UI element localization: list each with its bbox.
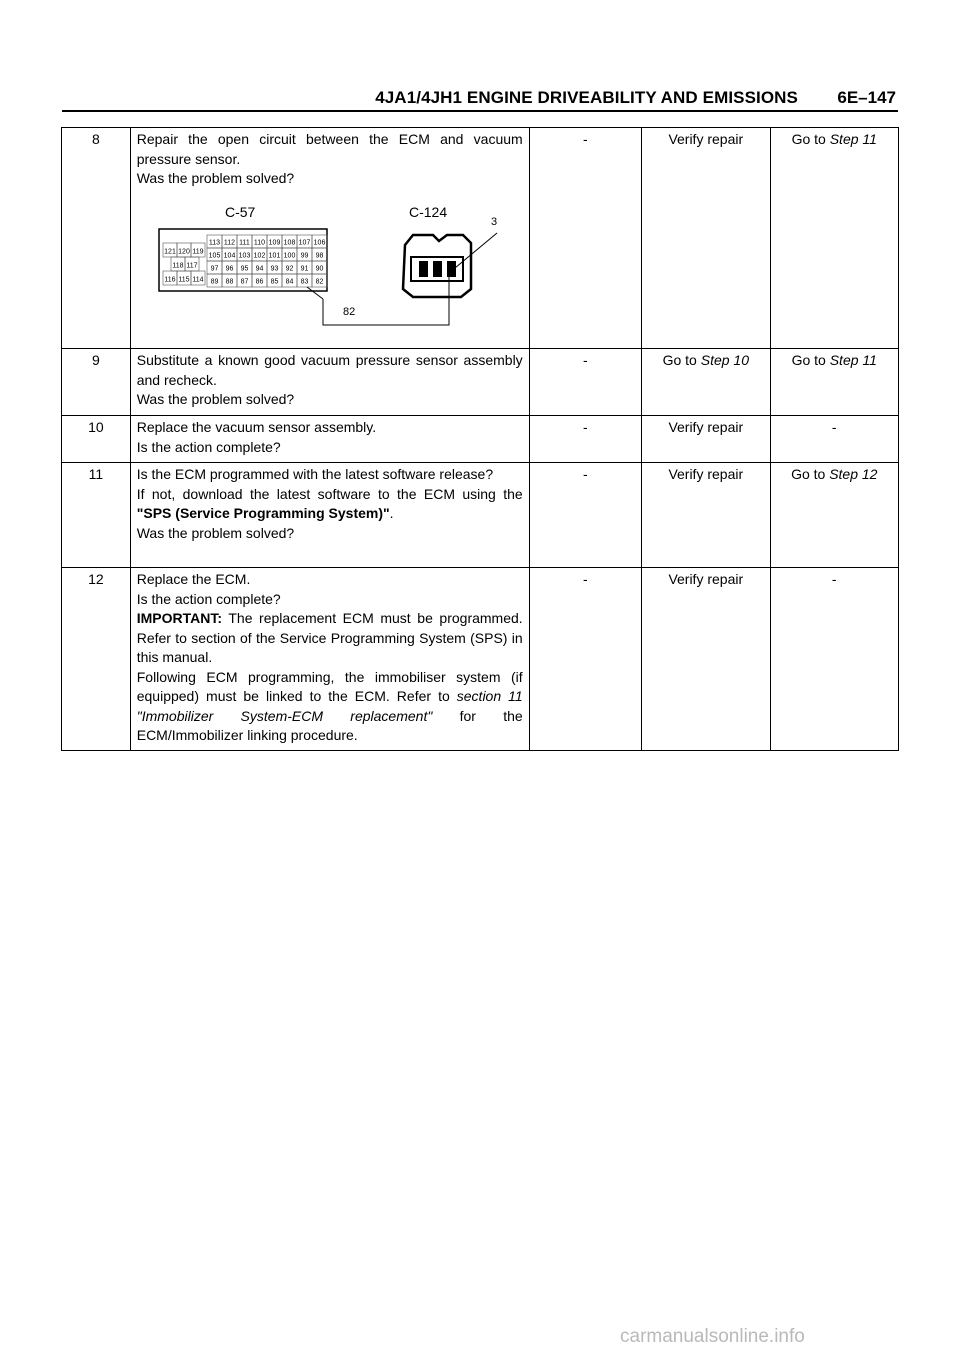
step-number: 12 (62, 568, 131, 751)
action-line: Replace the ECM. (136, 571, 251, 587)
action-line: Substitute a known good vacuum pressure sensor assembly and recheck. (136, 352, 523, 388)
pin-label: 110 (253, 239, 265, 246)
pin-label: 82 (315, 278, 324, 285)
pin-label: 102 (253, 252, 266, 259)
action-line: Replace the vacuum sensor assembly. (136, 419, 377, 435)
pin-label: 106 (313, 239, 326, 246)
pin-label: 104 (223, 252, 236, 259)
pin-label: 113 (208, 239, 220, 246)
pin-label: 103 (238, 252, 251, 259)
ecm-pin-grid-left (163, 243, 205, 285)
diagram-pin-3: 3 (490, 215, 497, 228)
pin-label: 116 (164, 276, 176, 283)
step-action (130, 463, 529, 568)
action-text: . (389, 505, 394, 521)
pin-label: 120 (177, 248, 190, 255)
table-row-step-8 (62, 128, 899, 349)
table-row-step-10 (62, 416, 899, 463)
diagram-label-c124: C-124 (408, 203, 447, 220)
sps-reference: "SPS (Service Programming System)" (136, 505, 390, 521)
diagram-label-c57: C-57 (224, 203, 256, 220)
action-line (137, 485, 523, 524)
pin-label: 85 (270, 278, 279, 285)
step-no (770, 128, 898, 349)
pin-label: 90 (315, 265, 324, 272)
step-action (130, 416, 529, 463)
step-yes: Verify repair (642, 463, 770, 568)
pin-label: 114 (192, 276, 204, 283)
step-action (130, 128, 529, 349)
ecm-connector-c57 (159, 229, 327, 291)
action-line (137, 668, 523, 746)
ecm-pin-grid (207, 235, 327, 287)
important-note (137, 609, 523, 668)
step-number: 11 (62, 463, 131, 568)
step-action (130, 349, 529, 416)
page-header (62, 88, 898, 112)
step-value: - (529, 349, 641, 416)
goto-prefix: Go to (662, 352, 701, 368)
step-action (130, 568, 529, 751)
step-number: 8 (62, 128, 131, 349)
step-no: - (770, 568, 898, 751)
goto-step-link[interactable]: Step 10 (700, 352, 749, 368)
goto-step-link[interactable]: Step 12 (829, 466, 878, 482)
action-text: for the ECM/Immobilizer linking procedure. (136, 707, 523, 743)
pin-label: 99 (300, 252, 309, 259)
action-question: Was the problem solved? (136, 391, 295, 407)
pin-label: 107 (298, 239, 311, 246)
step-yes (642, 349, 770, 416)
pin-label: 105 (208, 252, 221, 259)
step-value: - (529, 416, 641, 463)
pin-label: 101 (268, 252, 281, 259)
table-row-step-11 (62, 463, 899, 568)
goto-prefix: Go to (791, 352, 830, 368)
diagram-pin-82: 82 (342, 305, 355, 318)
pin-label: 100 (283, 252, 296, 259)
step-yes: Verify repair (642, 568, 770, 751)
section-reference: section 11 "Immobilizer System-ECM replacement" (136, 688, 523, 724)
action-line: Repair the open circuit between the ECM and vacuum pressure sensor. (136, 131, 523, 167)
step-number: 10 (62, 416, 131, 463)
step-value: - (529, 568, 641, 751)
pin-label: 98 (315, 252, 324, 259)
pin-label: 92 (285, 265, 294, 272)
pin-label: 115 (178, 276, 190, 283)
action-question: Is the action complete? (136, 438, 281, 455)
action-question: Was the problem solved? (136, 170, 295, 186)
step-yes: Verify repair (642, 416, 770, 463)
sensor-connector-c124 (403, 233, 497, 297)
goto-step-link[interactable]: Step 11 (829, 131, 877, 147)
step-value: - (529, 463, 641, 568)
step-value: - (529, 128, 641, 349)
pin-label: 93 (270, 265, 279, 272)
pin-label: 108 (283, 239, 296, 246)
pin-label: 94 (255, 265, 264, 272)
pin-label: 83 (300, 278, 309, 285)
step-no: - (770, 416, 898, 463)
step-number: 9 (62, 349, 131, 416)
pin-label: 89 (210, 278, 219, 285)
pin-label: 121 (163, 248, 176, 255)
goto-prefix: Go to (791, 131, 830, 147)
pin-label: 97 (210, 265, 219, 272)
pin-label: 95 (240, 265, 249, 272)
pin-label: 86 (255, 278, 264, 285)
table-row-step-12 (62, 568, 899, 751)
action-question: Is the action complete? (136, 590, 281, 607)
table-row-step-9 (62, 349, 899, 416)
diagnostic-table (61, 127, 899, 751)
pin-label: 87 (240, 278, 249, 285)
action-line: Is the ECM programmed with the latest software release? (136, 466, 494, 482)
connector-diagram (137, 199, 517, 335)
step-no (770, 463, 898, 568)
pin-label: 96 (225, 265, 234, 272)
page-number: 6E–147 (837, 88, 896, 107)
pin-label: 117 (186, 262, 198, 269)
pin-label: 88 (225, 278, 234, 285)
watermark: carmanualsonline.info (620, 1326, 805, 1347)
important-text: The replacement ECM must be programmed. Refer to section of the Service Programming System (SPS) in this manual. (136, 610, 523, 665)
pin-label: 111 (238, 239, 250, 246)
pin-label: 109 (268, 239, 281, 246)
page-title: 4JA1/4JH1 ENGINE DRIVEABILITY AND EMISSIONS (375, 88, 798, 107)
pin-label: 84 (285, 278, 294, 285)
pin-label: 119 (192, 248, 204, 255)
goto-step-link[interactable]: Step 11 (829, 352, 877, 368)
action-text: If not, download the latest software to the ECM using the (136, 485, 523, 502)
step-yes: Verify repair (642, 128, 770, 349)
pin-label: 112 (223, 239, 235, 246)
step-no (770, 349, 898, 416)
goto-prefix: Go to (791, 466, 830, 482)
important-label: IMPORTANT: (136, 610, 223, 626)
pin-label: 118 (172, 262, 184, 269)
action-text: Following ECM programming, the immobiliser system (if equipped) must be linked to the ECM. Refer to (136, 668, 523, 704)
action-question: Was the problem solved? (136, 524, 295, 541)
pin-label: 91 (300, 265, 309, 272)
